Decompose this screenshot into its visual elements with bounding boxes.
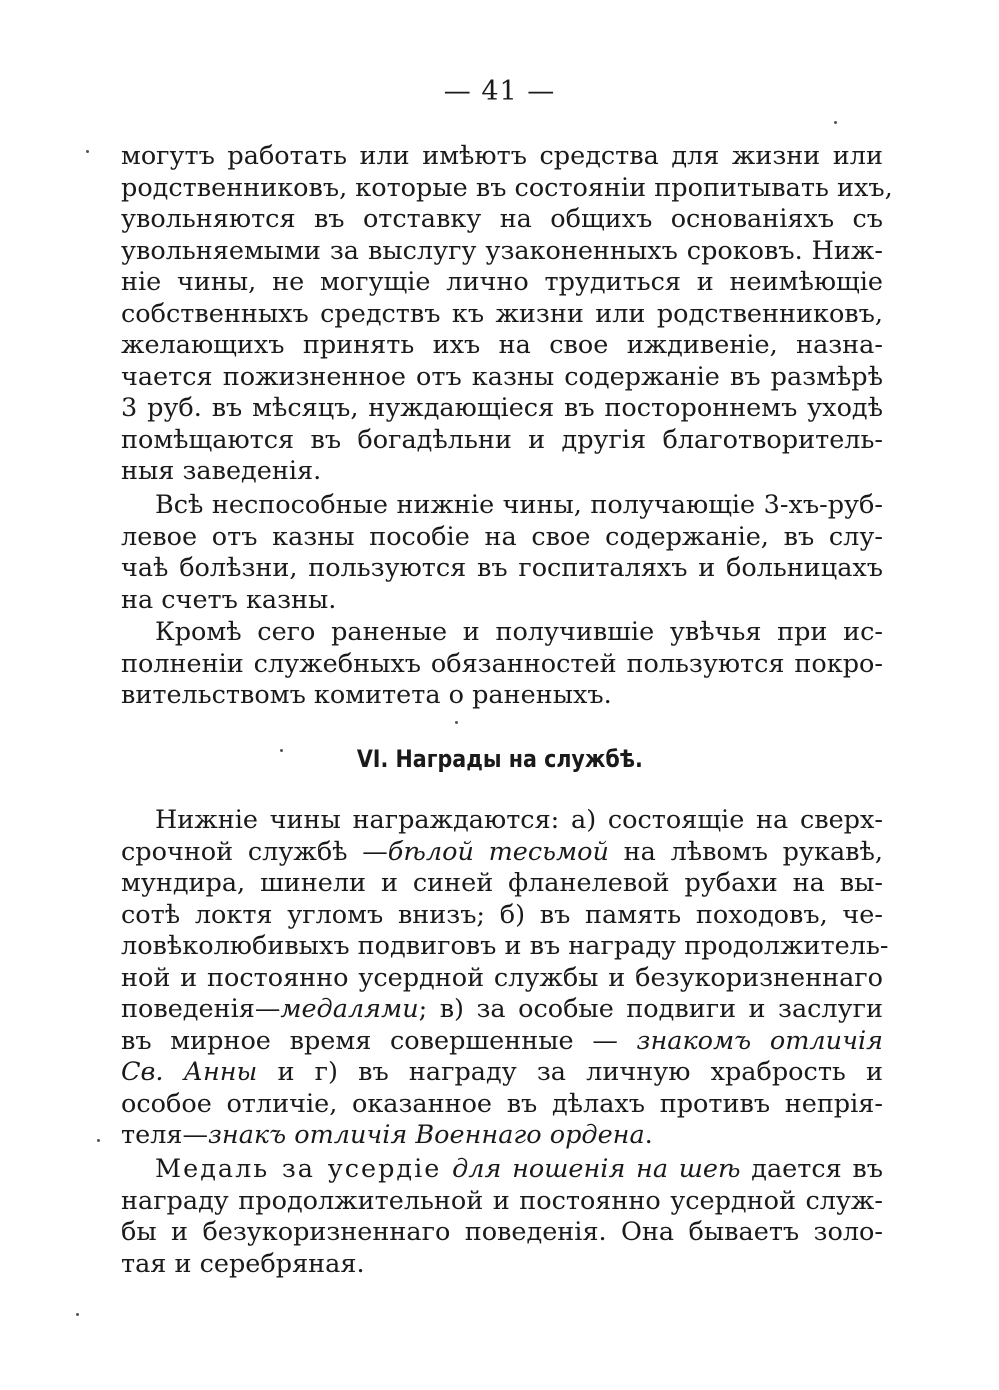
text-line: желающихъ принять ихъ на свое иждивеніе, назна- xyxy=(121,330,883,360)
text-line: ныя заведенія. xyxy=(121,456,322,486)
text-run: и г) въ награду за личную храбрость и xyxy=(257,1057,883,1087)
text-line: Нижніе чины награждаются: а) состоящіе на сверх- xyxy=(155,805,883,835)
text-line: родственниковъ, которые въ состояніи пропитывать ихъ, xyxy=(121,172,893,203)
italic-term: медалями xyxy=(280,994,419,1024)
text-line: Всѣ неспособные нижніе чины, получающіе 3-хъ-руб- xyxy=(155,490,883,520)
spaced-term: Медаль за усердіе xyxy=(155,1154,442,1184)
text-line: Кромѣ сего раненые и получившіе увѣчья при ис- xyxy=(155,617,883,647)
text-line: помѣщаются въ богадѣльни и другія благотворитель- xyxy=(121,424,883,455)
text-line: левое отъ казны пособіе на свое содержаніе, въ слу- xyxy=(121,521,883,552)
text-line: чаѣ болѣзни, пользуются въ госпиталяхъ и больницахъ xyxy=(121,553,883,583)
paragraph-awards xyxy=(121,805,889,1152)
text-line xyxy=(121,994,883,1026)
text-line: на счетъ казны. xyxy=(121,584,337,615)
text-line xyxy=(121,1154,883,1186)
text-line: особое отличіе, оказанное въ дѣлахъ противъ непрія- xyxy=(121,1088,883,1119)
print-speck xyxy=(455,721,458,724)
section-heading: VI. Награды на службѣ. xyxy=(356,745,643,773)
print-speck xyxy=(280,749,283,752)
text-line: собственныхъ средствъ къ жизни или родственниковъ, xyxy=(121,298,883,329)
paragraph-medal xyxy=(121,1154,883,1280)
text-run: дается въ xyxy=(740,1154,884,1184)
text-line: ловѣколюбивыхъ подвиговъ и въ награду продолжитель- xyxy=(121,931,889,961)
text-line xyxy=(121,1120,883,1152)
text-line: чается пожизненное отъ казны содержаніе въ размѣрѣ xyxy=(121,361,883,392)
italic-term: бѣлой тесьмой xyxy=(387,836,609,867)
text-run: ; в) за особые подвиги и заслуги xyxy=(418,994,883,1024)
paragraph-continued xyxy=(121,141,893,488)
text-line: полненіи служебныхъ обязанностей пользуются покро- xyxy=(121,648,883,679)
print-speck xyxy=(76,1313,79,1316)
italic-term: для ношенія на шеѣ xyxy=(441,1154,741,1184)
text-line: увольняемыми за выслугу узаконенныхъ сроковъ. Ниж- xyxy=(121,235,883,266)
text-line xyxy=(121,837,883,869)
text-run: теля— xyxy=(121,1120,208,1150)
text-line: ной и постоянно усердной службы и безукоризненнаго xyxy=(121,962,883,993)
text-line xyxy=(121,1026,883,1058)
italic-term: знакомъ отличія xyxy=(636,1025,883,1056)
text-run: . xyxy=(644,1120,653,1150)
text-run: срочной службѣ — xyxy=(121,836,388,867)
text-line: 3 руб. въ мѣсяцъ, нуждающіеся въ постороннемъ уходѣ xyxy=(121,393,883,423)
paragraph-wounded xyxy=(121,617,883,712)
text-line: вительствомъ комитета о раненыхъ. xyxy=(121,680,612,710)
print-speck xyxy=(86,150,89,153)
text-line: сотѣ локтя угломъ внизъ; б) въ память походовъ, че- xyxy=(121,899,883,930)
text-line: бы и безукоризненнаго поведенія. Она бываетъ золо- xyxy=(121,1217,883,1247)
text-run: поведенія— xyxy=(121,994,281,1024)
text-line: могутъ работать или имѣютъ средства для жизни или xyxy=(121,141,883,171)
text-line: ніе чины, не могущіе лично трудиться и неимѣющіе xyxy=(121,267,883,297)
print-speck xyxy=(834,121,837,124)
text-line: увольняются въ отставку на общихъ основаніяхъ съ xyxy=(121,204,883,234)
italic-term: знакъ отличія Военнаго ордена xyxy=(207,1120,645,1150)
text-line: мундира, шинели и синей фланелевой рубахи на вы- xyxy=(121,868,883,898)
text-line: тая и серебряная. xyxy=(121,1248,365,1279)
text-line: награду продолжительной и постоянно усердной служ- xyxy=(121,1185,883,1216)
italic-term: Св. Анны xyxy=(121,1057,258,1087)
text-line xyxy=(121,1057,883,1089)
paragraph-disabled-ranks xyxy=(121,490,883,616)
text-run: въ мирное время совершенные — xyxy=(121,1025,637,1056)
print-speck xyxy=(97,1139,100,1142)
page-number: — 41 — xyxy=(443,76,556,107)
text-run: на лѣвомъ рукавѣ, xyxy=(608,836,883,867)
